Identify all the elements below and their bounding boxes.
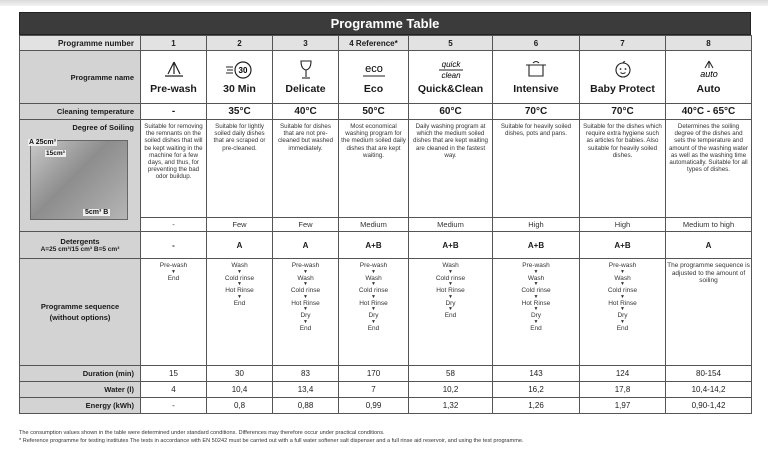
water-7: 17,8 [580, 382, 666, 398]
soiling-level-1: - [141, 218, 207, 232]
label-degree-of-soiling: Degree of Soiling [72, 123, 134, 132]
sequence-step: Pre-wash [359, 262, 388, 269]
label-programme-number: Programme number [20, 36, 141, 51]
programme-cell-1 [141, 51, 207, 104]
sequence-arrow-icon: ▼ [533, 306, 539, 313]
water-3: 13,4 [273, 382, 339, 398]
sequence-step: Cold rinse [358, 287, 389, 295]
sequence-arrow-icon: ▼ [371, 318, 376, 325]
sequence-arrow-icon: ▼ [448, 306, 453, 313]
row-temperature [20, 104, 752, 120]
row-programme-number [20, 36, 752, 51]
soiling-illustration [20, 120, 140, 226]
sequence-arrow-icon: ▼ [303, 306, 308, 313]
detergents-label-line1: Detergents [60, 237, 100, 246]
sequence-step: Wash [365, 274, 382, 282]
sequence-step: Hot Rinse [521, 299, 551, 307]
sequence-label-line1: Programme sequence [40, 302, 120, 311]
sequence-step: Pre-wash [291, 262, 320, 269]
footnote-consumption: The consumption values shown in the table were determined under standard conditions. Differences may therefore occur under practical conditions. [19, 430, 385, 436]
label-energy: Energy (kWh) [20, 398, 141, 414]
description-7: Suitable for the dishes which require extra hygiene such as articles for babies. Also suitable for heavily soiled dishes. [580, 120, 666, 218]
sequence-step: Wash [297, 274, 314, 282]
sequence-label-line2: (without options) [49, 313, 111, 322]
sequence-step: Cold rinse [224, 274, 255, 282]
programme-name-4: Eco [363, 83, 384, 95]
sequence-arrow-icon: ▼ [237, 268, 242, 275]
duration-6: 143 [493, 366, 580, 382]
auto-icon [666, 59, 751, 81]
duration-3: 83 [273, 366, 339, 382]
sequence-step: Dry [368, 312, 379, 320]
sequence-5 [409, 259, 493, 366]
programme-name-8: Auto [696, 83, 721, 95]
sequence-arrow-icon: ▼ [371, 281, 376, 288]
sequence-arrow-icon: ▼ [620, 268, 625, 275]
water-1: 4 [141, 382, 207, 398]
sequence-arrow-icon: ▼ [533, 281, 539, 288]
temperature-5: 60°C [409, 104, 493, 120]
sequence-step: Dry [530, 312, 542, 320]
sequence-arrow-icon: ▼ [303, 268, 308, 275]
detergent-1: - [141, 232, 207, 259]
description-1: Suitable for removing the remnants on the soiled dishes that will be kept waiting in the machine for a few days, and thus, for preventing the bad odor buildup. [141, 120, 207, 218]
sequence-arrow-icon: ▼ [237, 293, 242, 300]
temperature-1: - [141, 104, 207, 120]
sequence-arrow-icon: ▼ [237, 281, 242, 288]
sequence-step: End [367, 324, 380, 332]
row-programme-name [20, 51, 752, 104]
energy-2: 0,8 [207, 398, 273, 414]
footnote-reference: * Reference programme for testing institutes The tests in accordance with EN 50242 must be carried out with a full water softener salt dispenser and a full rinse aid reservoir, and using the test programme. [19, 438, 524, 444]
programme-cell-2 [207, 51, 273, 104]
programme-name-6: Intensive [513, 83, 559, 95]
programme-name-3: Delicate [285, 83, 326, 95]
sequence-step: Hot Rinse [291, 299, 320, 307]
row-duration [20, 366, 752, 382]
eco-icon [339, 59, 408, 81]
duration-7: 124 [580, 366, 666, 382]
programme-name-5: Quick&Clean [417, 83, 484, 95]
label-duration: Duration (min) [20, 366, 141, 382]
detergent-5: A+B [409, 232, 493, 259]
soiling-level-6: High [493, 218, 580, 232]
sequence-step: Wash [527, 274, 545, 282]
sequence-step: Dry [445, 299, 456, 307]
sequence-step: Cold rinse [290, 287, 321, 295]
programme-number-5: 5 [409, 36, 493, 51]
label-detergents [20, 232, 141, 259]
sequence-step: Cold rinse [521, 287, 551, 295]
sequence-arrow-icon: ▼ [620, 293, 625, 300]
programme-cell-6 [493, 51, 580, 104]
programme-cell-3 [273, 51, 339, 104]
sequence-step: Dry [300, 312, 311, 320]
soiling-level-8: Medium to high [666, 218, 752, 232]
programme-number-4: 4 Reference* [339, 36, 409, 51]
pot-icon [493, 59, 579, 81]
temperature-4: 50°C [339, 104, 409, 120]
temperature-3: 40°C [273, 104, 339, 120]
programme-number-1: 1 [141, 36, 207, 51]
sequence-arrow-icon: ▼ [371, 306, 376, 313]
detergent-dispenser-image [30, 140, 128, 220]
energy-8: 0,90-1,42 [666, 398, 752, 414]
energy-1: - [141, 398, 207, 414]
wine-glass-icon [273, 59, 338, 81]
description-2: Suitable for lightly soiled daily dishes that are scraped or pre-cleaned. [207, 120, 273, 218]
duration-4: 170 [339, 366, 409, 382]
detergent-2: A [207, 232, 273, 259]
programme-name-2: 30 Min [223, 83, 256, 95]
sequence-arrow-icon: ▼ [448, 268, 453, 275]
sequence-arrow-icon: ▼ [303, 318, 308, 325]
soiling-level-5: Medium [409, 218, 493, 232]
sequence-3 [273, 259, 339, 366]
temperature-7: 70°C [580, 104, 666, 120]
detergent-3: A [273, 232, 339, 259]
energy-7: 1,97 [580, 398, 666, 414]
row-water [20, 382, 752, 398]
soiling-level-2: Few [207, 218, 273, 232]
energy-6: 1,26 [493, 398, 580, 414]
sequence-step: Dry [617, 312, 628, 320]
detergent-8: A [666, 232, 752, 259]
sequence-1 [141, 259, 207, 366]
programme-number-8: 8 [666, 36, 752, 51]
sequence-arrow-icon: ▼ [303, 293, 308, 300]
description-5: Daily washing program at which the medium soiled dishes that are kept waiting are cleaned in the fastest way. [409, 120, 493, 218]
sequence-step: The programme sequence is adjusted to the amount of soiling [667, 262, 750, 285]
sequence-6 [493, 259, 580, 366]
row-detergents [20, 232, 752, 259]
soiling-level-4: Medium [339, 218, 409, 232]
prewash-icon [141, 59, 206, 81]
programme-name-1: Pre-wash [150, 83, 197, 95]
sequence-arrow-icon: ▼ [171, 268, 176, 275]
description-4: Most economical washing program for the medium soiled daily dishes that are kept waiting. [339, 120, 409, 218]
duration-8: 80-154 [666, 366, 752, 382]
footnotes [19, 429, 759, 445]
duration-2: 30 [207, 366, 273, 382]
dispenser-15-label: 15cm³ [46, 150, 65, 157]
programme-table [19, 35, 752, 414]
programme-cell-7 [580, 51, 666, 104]
water-4: 7 [339, 382, 409, 398]
water-2: 10,4 [207, 382, 273, 398]
sequence-arrow-icon: ▼ [620, 306, 625, 313]
thirty-min-icon [207, 59, 272, 81]
temperature-2: 35°C [207, 104, 273, 120]
sequence-step: Cold rinse [607, 287, 638, 295]
description-3: Suitable for dishes that are not pre-cleaned but washed immediately. [273, 120, 339, 218]
water-6: 16,2 [493, 382, 580, 398]
energy-3: 0,88 [273, 398, 339, 414]
clean-icon-text: clean [440, 71, 461, 80]
detergents-label-line2: A=25 cm³/15 cm³ B=5 cm³ [40, 246, 120, 253]
eco-icon-text: eco [364, 63, 383, 75]
energy-5: 1,32 [409, 398, 493, 414]
sequence-step: Hot Rinse [359, 299, 388, 307]
sequence-step: Hot Rinse [608, 299, 637, 307]
sequence-arrow-icon: ▼ [533, 293, 539, 300]
sequence-4 [339, 259, 409, 366]
detergent-4: A+B [339, 232, 409, 259]
sequence-step: End [167, 274, 180, 282]
auto-icon-text: auto [699, 69, 718, 79]
programme-number-3: 3 [273, 36, 339, 51]
thirty-icon-text: 30 [238, 66, 247, 75]
duration-5: 58 [409, 366, 493, 382]
sequence-step: Wash [442, 262, 459, 269]
sequence-arrow-icon: ▼ [620, 281, 625, 288]
table-title: Programme Table [19, 12, 751, 35]
water-5: 10,2 [409, 382, 493, 398]
sequence-arrow-icon: ▼ [448, 281, 453, 288]
sequence-step: Pre-wash [522, 262, 550, 269]
dispenser-b-label: 5cm³ B [85, 209, 109, 216]
description-8: Determines the soiling degree of the dishes and sets the temperature and amount of the washing water as well as the washing time automatically. Suitable for all types of dishes. [666, 120, 752, 218]
baby-icon [580, 59, 665, 81]
soiling-label-cell [20, 120, 141, 232]
water-8: 10,4-14,2 [666, 382, 752, 398]
programme-number-6: 6 [493, 36, 580, 51]
soiling-level-7: High [580, 218, 666, 232]
sequence-step: Pre-wash [608, 262, 637, 269]
energy-4: 0,99 [339, 398, 409, 414]
row-energy [20, 398, 752, 414]
sequence-8 [666, 259, 752, 366]
programme-name-7: Baby Protect [590, 83, 655, 95]
sequence-step: End [299, 324, 312, 332]
sequence-step: Hot Rinse [436, 287, 465, 295]
sequence-arrow-icon: ▼ [303, 281, 308, 288]
sequence-arrow-icon: ▼ [620, 318, 625, 325]
label-programme-sequence [20, 259, 141, 366]
dispenser-a-label: A 25cm³ [29, 139, 56, 146]
sequence-arrow-icon: ▼ [371, 268, 376, 275]
detergent-7: A+B [580, 232, 666, 259]
row-programme-sequence [20, 259, 752, 366]
programme-number-2: 2 [207, 36, 273, 51]
temperature-6: 70°C [493, 104, 580, 120]
sequence-step: Pre-wash [159, 262, 188, 269]
label-water: Water (l) [20, 382, 141, 398]
sequence-step: End [233, 299, 246, 307]
detergent-6: A+B [493, 232, 580, 259]
sequence-step: End [444, 312, 457, 320]
sequence-step: End [530, 324, 542, 332]
programme-cell-5 [409, 51, 493, 104]
description-6: Suitable for heavily soiled dishes, pots and pans. [493, 120, 580, 218]
row-soiling-description [20, 120, 752, 218]
programme-number-7: 7 [580, 36, 666, 51]
sequence-arrow-icon: ▼ [371, 293, 376, 300]
sequence-step: End [616, 324, 629, 332]
sequence-step: Cold rinse [435, 274, 466, 282]
label-programme-name: Programme name [20, 51, 141, 104]
soiling-level-3: Few [273, 218, 339, 232]
sequence-arrow-icon: ▼ [448, 293, 453, 300]
programme-table-container [19, 12, 751, 414]
programme-cell-8 [666, 51, 752, 104]
sequence-7 [580, 259, 666, 366]
quick-clean-icon [409, 59, 492, 81]
sequence-step: Wash [231, 262, 248, 269]
duration-1: 15 [141, 366, 207, 382]
sequence-step: Wash [614, 274, 631, 282]
sequence-arrow-icon: ▼ [533, 318, 539, 325]
quick-icon-text: quick [441, 60, 460, 69]
label-cleaning-temperature: Cleaning temperature [20, 104, 141, 120]
sequence-arrow-icon: ▼ [533, 268, 539, 275]
top-frame-line [0, 0, 768, 6]
programme-cell-4 [339, 51, 409, 104]
sequence-step: Hot Rinse [225, 287, 254, 295]
sequence-2 [207, 259, 273, 366]
temperature-8: 40°C - 65°C [666, 104, 752, 120]
